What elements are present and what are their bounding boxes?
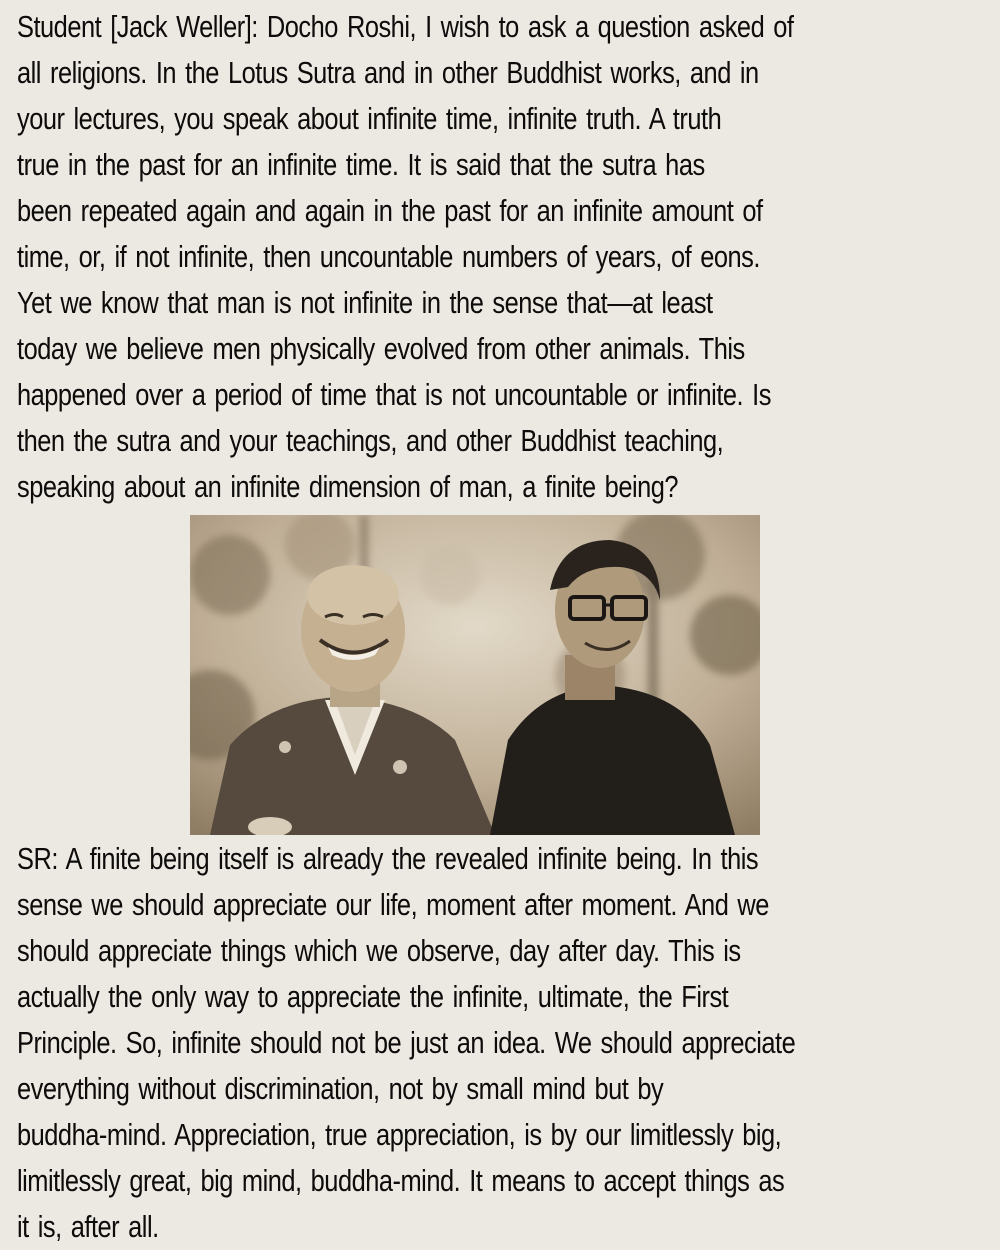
answer-line: should appreciate things which we observe, day after day. This is	[17, 933, 741, 968]
question-line: been repeated again and again in the past for an infinite amount of	[17, 193, 763, 228]
question-line: then the sutra and your teachings, and other Buddhist teaching,	[17, 423, 724, 458]
question-line: speaking about an infinite dimension of man, a finite being?	[17, 469, 679, 504]
answer-line: actually the only way to appreciate the infinite, ultimate, the First	[17, 979, 729, 1014]
question-line: Yet we know that man is not infinite in the sense that—at least	[17, 285, 713, 320]
question-line: all religions. In the Lotus Sutra and in other Buddhist works, and in	[17, 55, 759, 90]
question-line: today we believe men physically evolved from other animals. This	[17, 331, 745, 366]
answer-line: buddha-mind. Appreciation, true appreciation, is by our limitlessly big,	[17, 1117, 782, 1152]
answer-line: sense we should appreciate our life, moment after moment. And we	[17, 887, 769, 922]
question-line: Student [Jack Weller]: Docho Roshi, I wish to ask a question asked of	[17, 9, 794, 44]
question-line: your lectures, you speak about infinite time, infinite truth. A truth	[17, 101, 722, 136]
question-line: time, or, if not infinite, then uncountable numbers of years, of eons.	[17, 239, 760, 274]
answer-line: everything without discrimination, not by small mind but by	[17, 1071, 664, 1106]
question-line: true in the past for an infinite time. It is said that the sutra has	[17, 147, 705, 182]
answer-line: SR: A finite being itself is already the revealed infinite being. In this	[17, 841, 759, 876]
answer-line: it is, after all.	[17, 1209, 159, 1244]
question-line: happened over a period of time that is not uncountable or infinite. Is	[17, 377, 771, 412]
answer-line: limitlessly great, big mind, buddha-mind. It means to accept things as	[17, 1163, 785, 1198]
photo-illustration	[190, 515, 760, 835]
photo-two-men-smiling	[190, 515, 760, 835]
question-paragraph	[17, 4, 983, 510]
answer-paragraph	[17, 836, 983, 1250]
answer-line: Principle. So, infinite should not be just an idea. We should appreciate	[17, 1025, 796, 1060]
